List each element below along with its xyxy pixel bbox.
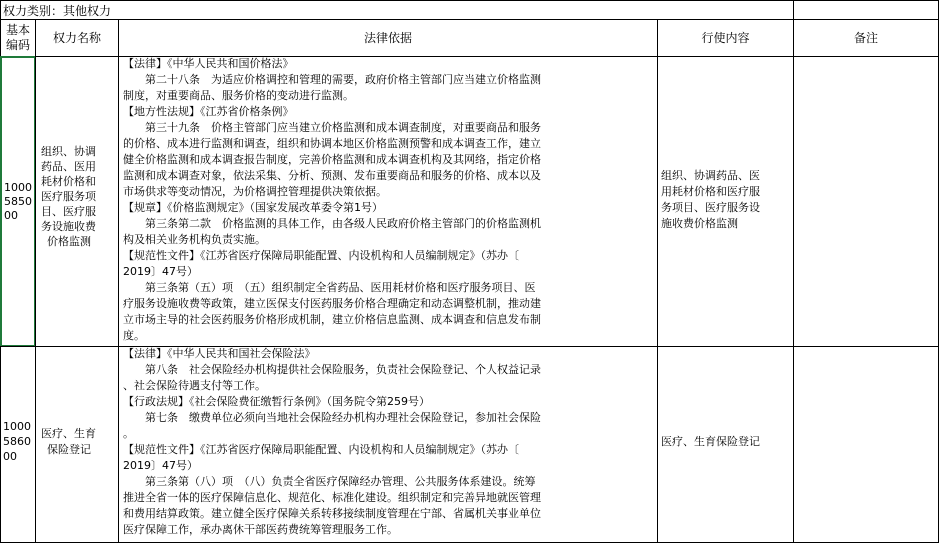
- row1-content-line-2: 用耗材价格和医疗服: [661, 185, 760, 198]
- row1-remark-cell[interactable]: [793, 56, 939, 347]
- row2-name-line-2: 保险登记: [47, 443, 91, 456]
- row2-basis-line-10: 推进全省一体的医疗保障信息化、规范化、标准化建设。组织制定和完善异地就医管理: [123, 491, 541, 504]
- row1-basis-line-10: 【规章】《价格监测规定》（国家发展改革委令第1号）: [123, 201, 383, 214]
- row1-name-line-2: 药品、医用: [41, 160, 96, 173]
- row1-basis-line-6: 的价格、成本进行监测和调查，组织和协调本地区价格监测预警和成本调查工作，建立: [123, 137, 541, 150]
- row2-basis-line-4: 【行政法规】《社会保险费征缴暂行条例》（国务院令第259号）: [123, 395, 430, 408]
- row1-basis-line-7: 健全价格监测和成本调查报告制度，完善价格监测和成本调查机构及其网络，指定价格: [123, 153, 541, 166]
- row1-content-cell[interactable]: [657, 56, 794, 347]
- row2-basis-line-9: 第三条第（八）项 （八）负责全省医疗保障经办管理、公共服务体系建设。统筹: [123, 475, 536, 488]
- row1-basis-line-16: 疗服务设施收费等政策，建立医保支付医药服务价格合理确定和动态调整机制，推动建: [123, 297, 541, 310]
- row1-basis-line-12: 构及相关业务机构负责实施。: [123, 233, 266, 246]
- header-code-line-1: 基本: [5, 23, 30, 37]
- row1-basis-line-17: 立市场主导的社会医药服务价格形成机制，建立价格信息监测、成本调查和信息发布制: [123, 313, 541, 326]
- header-name: 权力名称: [52, 31, 101, 45]
- row1-name-line-6: 务设施收费: [41, 220, 96, 233]
- header-code-cell[interactable]: [0, 19, 36, 57]
- row1-code-cell[interactable]: [0, 56, 36, 347]
- header-basis: 法律依据: [363, 31, 412, 45]
- row1-name-cell[interactable]: [35, 56, 119, 347]
- row1-code-line-3: 00: [4, 209, 18, 222]
- row1-basis-line-11: 第三条第二款 价格监测的具体工作，由各级人民政府价格主管部门的价格监测机: [123, 217, 541, 230]
- row2-basis-line-5: 第七条 缴费单位必须向当地社会保险经办机构办理社会保险登记，参加社会保险: [123, 411, 541, 424]
- row2-basis-line-1: 【法律】《中华人民共和国社会保险法》: [123, 347, 316, 360]
- row2-content-cell[interactable]: [657, 346, 794, 543]
- row1-basis-line-14: 2019〕47号）: [123, 265, 198, 278]
- row1-name-line-4: 医疗服务项: [41, 190, 96, 203]
- row2-basis-line-11: 和费用结算政策。建立健全医疗保障关系转移接续制度管理在宁部、省属机关事业单位: [123, 507, 541, 520]
- row1-content-line-1: 组织、协调药品、医: [661, 169, 760, 182]
- row2-code-cell[interactable]: [0, 346, 36, 543]
- row1-basis-line-2: 第二十八条 为适应价格调控和管理的需要，政府价格主管部门应当建立价格监测: [123, 73, 541, 86]
- row1-name-line-5: 目、医疗服: [41, 205, 96, 218]
- row2-content-line-1: 医疗、生育保险登记: [661, 435, 760, 448]
- row2-basis-line-12: 医疗保障工作，承办离休干部医药费统筹管理服务工作。: [123, 523, 398, 536]
- header-remark: 备注: [853, 31, 878, 45]
- row1-name-line-7: 价格监测: [47, 235, 91, 248]
- row1-content-line-4: 施收费价格监测: [661, 217, 738, 230]
- row1-content-line-3: 务项目、医疗服务设: [661, 201, 760, 214]
- row2-basis-line-8: 2019〕47号）: [123, 459, 198, 472]
- category-title-spare-cell[interactable]: [793, 0, 939, 20]
- row1-basis-line-3: 制度，对重要商品、服务价格的变动进行监测。: [123, 89, 354, 102]
- header-content-cell[interactable]: [657, 19, 794, 57]
- row1-basis-cell[interactable]: [118, 56, 658, 347]
- row1-basis-line-5: 第三十九条 价格主管部门应当建立价格监测和成本调查制度，对重要商品和服务: [123, 121, 541, 134]
- row1-basis-line-13: 【规范性文件】《江苏省医疗保障局职能配置、内设机构和人员编制规定》（苏办〔: [123, 249, 519, 262]
- row1-basis-line-8: 监测和成本调查对象，依法采集、分析、预测、发布重要商品和服务的价格、成本以及: [123, 169, 541, 182]
- row2-basis-line-2: 第八条 社会保险经办机构提供社会保险服务，负责社会保险登记、个人权益记录: [123, 363, 541, 376]
- row2-code-line-3: 00: [3, 450, 17, 463]
- row2-code-line-1: 1000: [3, 420, 31, 433]
- header-name-cell[interactable]: [35, 19, 119, 57]
- row1-basis-line-1: 【法律】《中华人民共和国价格法》: [123, 57, 294, 70]
- row2-code-line-2: 5860: [3, 435, 31, 448]
- header-remark-cell[interactable]: [793, 19, 939, 57]
- row2-name-line-1: 医疗、生育: [41, 427, 96, 440]
- header-code-line-2: 编码: [5, 38, 30, 52]
- row1-basis-line-9: 市场供求等变动情况，为价格调控管理提供决策依据。: [123, 185, 387, 198]
- row2-name-cell[interactable]: [35, 346, 119, 543]
- row1-name-line-1: 组织、协调: [41, 145, 96, 158]
- header-content: 行使内容: [701, 31, 750, 45]
- row2-remark-cell[interactable]: [793, 346, 939, 543]
- row2-basis-line-6: 。: [123, 427, 134, 440]
- row1-basis-line-15: 第三条第（五）项 （五）组织制定全省药品、医用耗材价格和医疗服务项目、医: [123, 281, 536, 294]
- row1-code-line-2: 5850: [4, 195, 32, 208]
- category-title: 权力类别：其他权力: [3, 4, 112, 18]
- row2-basis-line-7: 【规范性文件】《江苏省医疗保障局职能配置、内设机构和人员编制规定》（苏办〔: [123, 443, 519, 456]
- row2-basis-line-3: 、社会保险待遇支付等工作。: [123, 379, 266, 392]
- row1-name-line-3: 耗材价格和: [41, 175, 96, 188]
- category-title-cell[interactable]: [0, 0, 794, 20]
- header-basis-cell[interactable]: [118, 19, 658, 57]
- row1-basis-line-18: 度。: [123, 329, 145, 342]
- row2-basis-cell[interactable]: [118, 346, 658, 543]
- row1-basis-line-4: 【地方性法规】《江苏省价格条例》: [123, 105, 294, 118]
- row1-code-line-1: 1000: [4, 181, 32, 194]
